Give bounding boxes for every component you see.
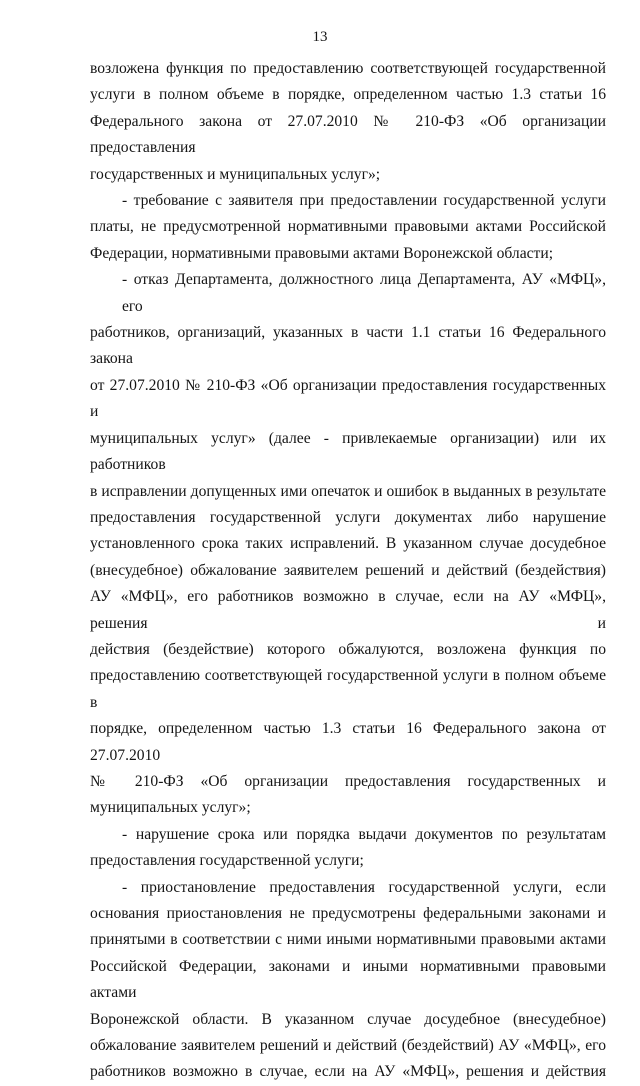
text-line: обжалование заявителем решений и действий (бездействий) АУ «МФЦ», его xyxy=(90,1037,606,1055)
text-line: предоставления государственной услуги документах либо нарушение xyxy=(90,508,606,526)
text-line: предоставлению соответствующей государственной услуги в полном объеме в xyxy=(90,667,606,711)
text-line: - приостановление предоставления государственной услуги, если xyxy=(122,878,606,896)
text-line: предоставления государственной услуги; xyxy=(90,852,364,870)
text-line: услуги в полном объеме в порядке, определенном частью 1.3 статьи 16 xyxy=(90,86,606,104)
text-line: Российской Федерации, законами и иными нормативными правовыми актами xyxy=(90,957,606,1002)
text-line: работников, организаций, указанных в части 1.1 статьи 16 Федерального закона xyxy=(90,324,606,368)
text-line: АУ «МФЦ», его работников возможно в случае, если на АУ «МФЦ», решения и xyxy=(90,588,606,632)
paragraph xyxy=(90,56,606,188)
text-line: порядке, определенном частью 1.3 статьи 16 Федерального закона от 27.07.2010 xyxy=(90,720,606,764)
text-line: работников возможно в случае, если на АУ «МФЦ», решения и действия xyxy=(90,1063,606,1081)
document-body xyxy=(90,56,606,1086)
text-line: (внесудебное) обжалование заявителем решений и действий (бездействия) xyxy=(90,561,606,579)
text-line: принятыми в соответствии с ними иными нормативными правовыми актами xyxy=(90,931,606,949)
paragraph xyxy=(90,875,606,1086)
text-line: платы, не предусмотренной нормативными правовыми актами Российской xyxy=(90,218,606,236)
text-line: возложена функция по предоставлению соответствующей государственной xyxy=(90,60,606,77)
text-line: в исправлении допущенных ими опечаток и ошибок в выданных в результате xyxy=(90,482,606,500)
text-line: Федерального закона от 27.07.2010 № 210-ФЗ «Об организации предоставления xyxy=(90,112,606,157)
text-line: установленного срока таких исправлений. В указанном случае досудебное xyxy=(90,535,606,553)
text-line: основания приостановления не предусмотрены федеральными законами и xyxy=(90,905,606,922)
page-number: 13 xyxy=(312,29,328,45)
text-line: Федерации, нормативными правовыми актами Воронежской области; xyxy=(90,244,554,262)
paragraph xyxy=(90,822,606,875)
text-line: от 27.07.2010 № 210-ФЗ «Об организации предоставления государственных и xyxy=(90,376,606,421)
text-line: - требование с заявителя при предоставлении государственной услуги xyxy=(122,192,606,210)
text-line: - нарушение срока или порядка выдачи документов по результатам xyxy=(122,825,606,843)
text-line: муниципальных услуг» (далее - привлекаемые организации) или их работников xyxy=(90,429,606,474)
text-line: действия (бездействие) которого обжалуются, возложена функция по xyxy=(90,640,606,658)
text-line: муниципальных услуг»; xyxy=(90,799,251,817)
paragraph xyxy=(90,188,606,267)
text-line: № 210-ФЗ «Об организации предоставления государственных и xyxy=(90,772,606,790)
text-line: государственных и муниципальных услуг»; xyxy=(90,165,381,183)
text-line: - отказ Департамента, должностного лица Департамента, АУ «МФЦ», его xyxy=(122,271,606,315)
text-line: Воронежской области. В указанном случае досудебное (внесудебное) xyxy=(90,1010,606,1028)
paragraph xyxy=(90,267,606,822)
